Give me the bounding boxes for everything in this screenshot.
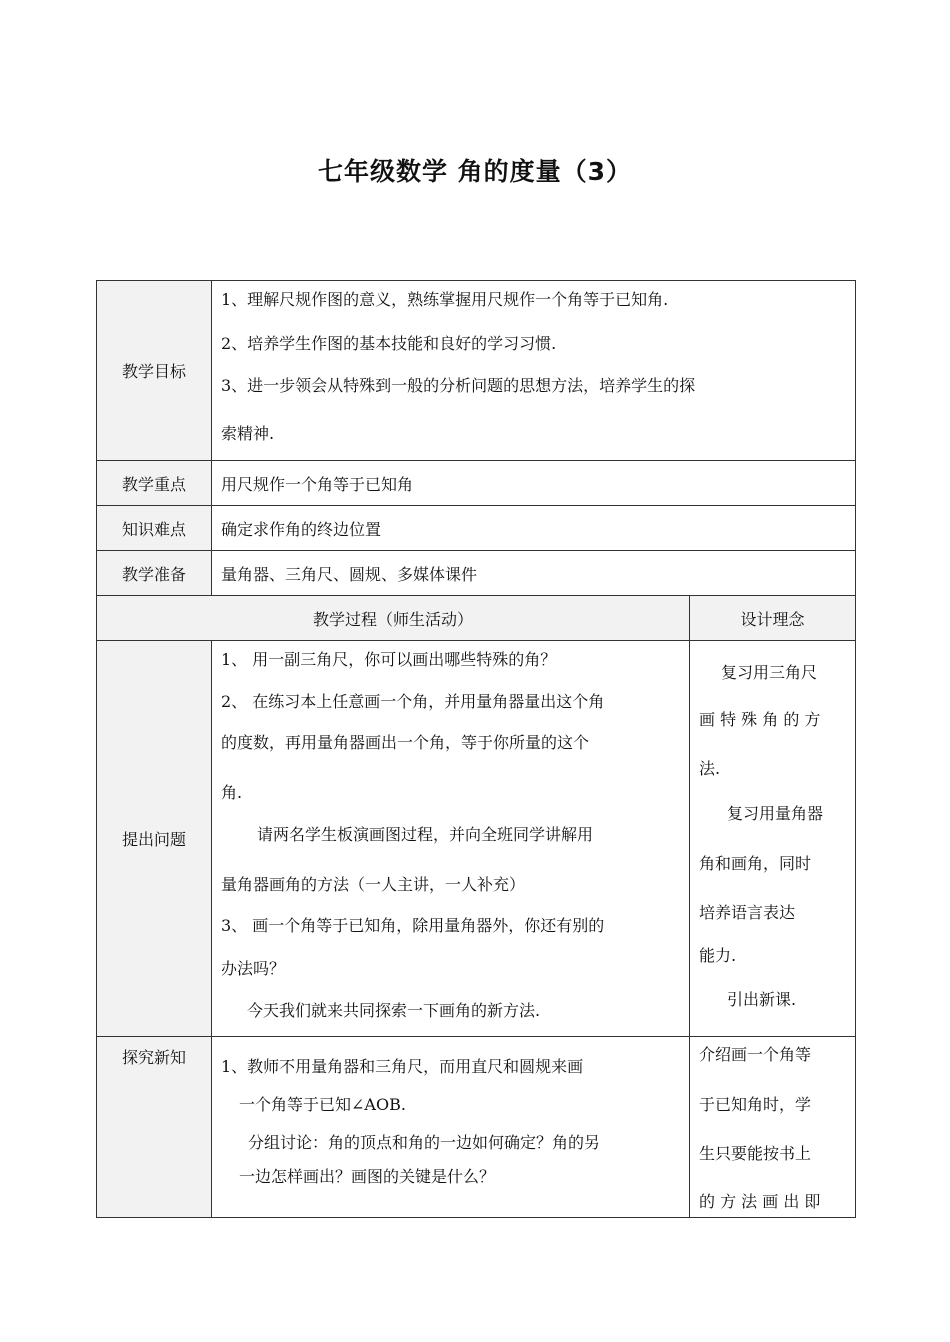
key-point-text: 用尺规作一个角等于已知角 — [212, 461, 856, 506]
difficulty-row — [97, 506, 856, 551]
section1-notes — [690, 641, 856, 1037]
section2-line-3: 分组讨论：角的顶点和角的一边如何确定？角的另 — [248, 1133, 601, 1152]
section1-line-3: 的度数，再用量角器画出一个角，等于你所量的这个 — [221, 733, 590, 752]
section-raise-questions — [97, 641, 856, 1037]
process-header-right: 设计理念 — [690, 596, 856, 641]
process-header-left: 教学过程（师生活动） — [97, 596, 690, 641]
preparation-text: 量角器、三角尺、圆规、多媒体课件 — [212, 551, 856, 596]
section1-note-4: 复习用量角器 — [727, 804, 824, 823]
section1-note-2: 画 特 殊 角 的 方 — [699, 710, 821, 729]
section1-line-5: 请两名学生板演画图过程，并向全班同学讲解用 — [257, 825, 594, 844]
section1-note-8: 引出新课. — [727, 990, 797, 1009]
difficulty-label: 知识难点 — [97, 506, 212, 551]
section1-label: 提出问题 — [97, 641, 212, 1037]
preparation-label: 教学准备 — [97, 551, 212, 596]
section1-note-1: 复习用三角尺 — [721, 663, 818, 682]
page-title: 七年级数学 角的度量（3） — [317, 157, 633, 186]
goals-line-2: 2、培养学生作图的基本技能和良好的学习习惯. — [221, 334, 557, 353]
lesson-plan-table — [96, 280, 856, 1218]
section2-label: 探究新知 — [97, 1037, 212, 1218]
section1-line-2: 2、 在练习本上任意画一个角，并用量角器量出这个角 — [221, 692, 605, 711]
section1-line-9: 今天我们就来共同探索一下画角的新方法. — [247, 1001, 541, 1020]
key-point-label: 教学重点 — [97, 461, 212, 506]
goals-label: 教学目标 — [97, 281, 212, 461]
section2-line-1: 1、教师不用量角器和三角尺，而用直尺和圆规来画 — [221, 1057, 584, 1076]
preparation-row — [97, 551, 856, 596]
section1-note-7: 能力. — [699, 946, 737, 965]
section-explore-new — [97, 1037, 856, 1218]
section2-note-2: 于已知角时，学 — [699, 1095, 812, 1114]
goals-content — [212, 281, 856, 461]
section1-note-3: 法. — [699, 759, 721, 778]
section1-line-1: 1、 用一副三角尺，你可以画出哪些特殊的角？ — [221, 650, 557, 669]
goals-line-1: 1、理解尺规作图的意义，熟练掌握用尺规作一个角等于已知角. — [221, 290, 669, 309]
goals-line-4: 索精神. — [221, 424, 275, 443]
section2-note-1: 介绍画一个角等 — [699, 1045, 812, 1064]
section2-notes — [690, 1037, 856, 1218]
section1-note-5: 角和画角，同时 — [699, 854, 812, 873]
difficulty-text: 确定求作角的终边位置 — [212, 506, 856, 551]
section1-line-6: 量角器画角的方法（一人主讲，一人补充） — [221, 875, 526, 894]
section2-content — [212, 1037, 690, 1218]
section1-note-6: 培养语言表达 — [699, 903, 796, 922]
section2-note-4: 的 方 法 画 出 即 — [699, 1192, 821, 1211]
section1-line-8: 办法吗？ — [221, 959, 286, 978]
section1-line-7: 3、 画一个角等于已知角，除用量角器外，你还有别的 — [221, 916, 605, 935]
section1-content — [212, 641, 690, 1037]
section1-line-4: 角. — [221, 783, 243, 802]
key-point-row — [97, 461, 856, 506]
section2-line-4: 一边怎样画出？画图的关键是什么？ — [239, 1167, 496, 1186]
section2-line-2: 一个角等于已知∠AOB. — [239, 1095, 406, 1114]
goals-row — [97, 281, 856, 461]
goals-line-3: 3、进一步领会从特殊到一般的分析问题的思想方法，培养学生的探 — [221, 376, 696, 395]
process-header-row — [97, 596, 856, 641]
section2-note-3: 生只要能按书上 — [699, 1144, 812, 1163]
